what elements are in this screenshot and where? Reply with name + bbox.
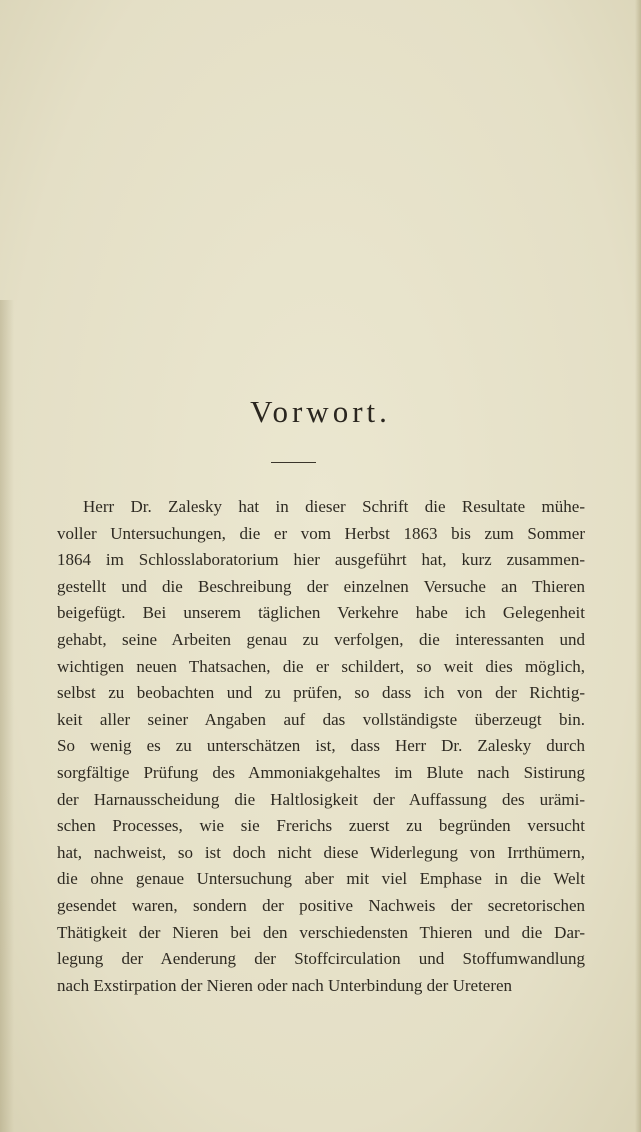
- text-line: die ohne genaue Untersuchung aber mit viel Emphase in die Welt: [57, 869, 585, 889]
- text-line: gesendet waren, sondern der positive Nachweis der secretorischen: [57, 895, 585, 915]
- preface-text: [57, 494, 585, 999]
- text-line: gehabt, seine Arbeiten genau zu verfolgen, die interessanten und: [57, 629, 585, 649]
- text-line: nach Exstirpation der Nieren oder nach Unterbindung der Ureteren: [57, 975, 513, 995]
- text-line: gestellt und die Beschreibung der einzelnen Versuche an Thieren: [57, 576, 585, 596]
- text-line: Thätigkeit der Nieren bei den verschiedensten Thieren und die Dar-: [57, 922, 585, 942]
- text-line: 1864 im Schlosslaboratorium hier ausgeführt hat, kurz zusammen-: [57, 550, 585, 570]
- text-line: voller Untersuchungen, die er vom Herbst 1863 bis zum Sommer: [57, 523, 585, 543]
- page-edge: [635, 0, 641, 1132]
- title-rule: [271, 462, 316, 463]
- text-line: keit aller seiner Angaben auf das vollständigste überzeugt bin.: [57, 709, 585, 729]
- page-title: Vorwort.: [250, 394, 391, 429]
- text-line: legung der Aenderung der Stoffcirculation und Stoffumwandlung: [57, 949, 585, 969]
- text-line: Herr Dr. Zalesky hat in dieser Schrift die Resultate mühe-: [83, 497, 585, 516]
- text-line: wichtigen neuen Thatsachen, die er schildert, so weit dies möglich,: [57, 656, 585, 676]
- text-line: sorgfältige Prüfung des Ammoniakgehaltes im Blute nach Sistirung: [57, 762, 585, 782]
- text-line: der Harnausscheidung die Haltlosigkeit der Auffassung des urämi-: [57, 789, 585, 809]
- text-line: beigefügt. Bei unserem täglichen Verkehre habe ich Gelegenheit: [57, 603, 585, 623]
- text-line: schen Processes, wie sie Frerichs zuerst zu begründen versucht: [57, 816, 585, 836]
- text-line: selbst zu beobachten und zu prüfen, so dass ich von der Richtig-: [57, 683, 585, 703]
- text-line: So wenig es zu unterschätzen ist, dass Herr Dr. Zalesky durch: [57, 736, 585, 756]
- text-line: hat, nachweist, so ist doch nicht diese Widerlegung von Irrthümern,: [57, 842, 585, 862]
